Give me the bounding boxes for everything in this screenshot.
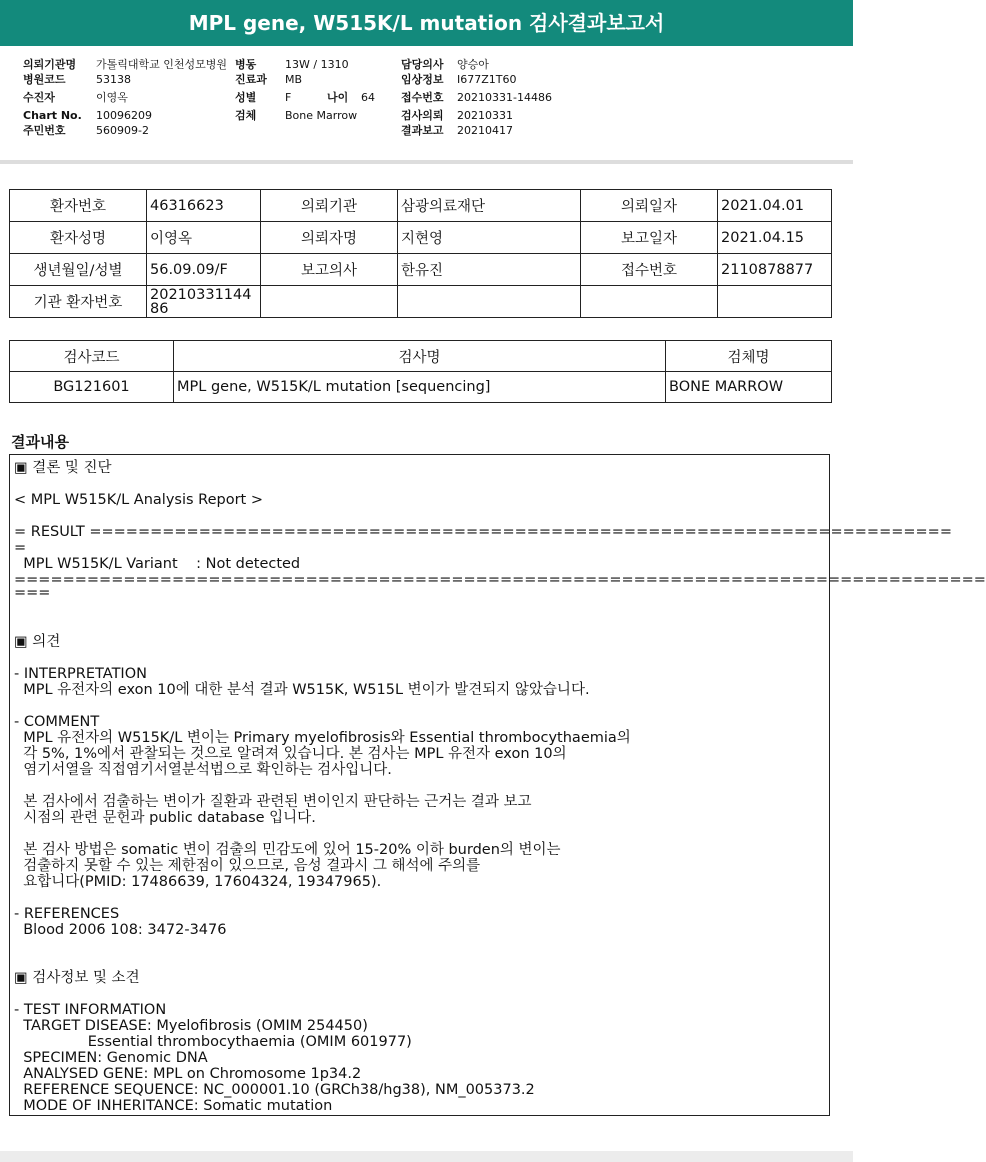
test-code: BG121601 <box>10 372 174 403</box>
header-label: 병동 <box>235 58 257 71</box>
result-line: === <box>14 585 51 601</box>
patient-label: 환자성명 <box>10 222 147 254</box>
header-label: 성별 <box>235 91 257 104</box>
table-row <box>10 341 832 372</box>
result-line: 본 검사 방법은 somatic 변이 검출의 민감도에 있어 15-20% 이하 burden의 변이는 <box>14 842 561 858</box>
header-value: 양승아 <box>457 58 489 71</box>
result-line: ================================================================================ <box>14 572 986 588</box>
result-line: MODE OF INHERITANCE: Somatic mutation <box>14 1098 333 1114</box>
table-row <box>10 372 832 403</box>
result-line: 염기서열을 직접염기서열분석법으로 확인하는 검사입니다. <box>14 762 392 778</box>
header-label: 수진자 <box>23 91 55 104</box>
header-label: 접수번호 <box>401 91 444 104</box>
result-line: - TEST INFORMATION <box>14 1002 167 1018</box>
table-row <box>10 222 832 254</box>
header-value: 53138 <box>96 73 131 86</box>
result-line: - INTERPRETATION <box>14 666 147 682</box>
patient-label: 의뢰일자 <box>581 190 718 222</box>
test-header: 검체명 <box>666 341 832 372</box>
header-label: 진료과 <box>235 73 267 86</box>
header-value: Bone Marrow <box>285 109 358 122</box>
result-line: ▣ 검사정보 및 소견 <box>14 970 140 986</box>
header-value: MB <box>285 73 303 86</box>
patient-value: 2021.04.01 <box>718 190 832 222</box>
header-label: 결과보고 <box>401 124 444 137</box>
result-line: MPL 유전자의 W515K/L 변이는 Primary myelofibrosis와 Essential thrombocythaemia의 <box>14 730 631 746</box>
patient-label: 접수번호 <box>581 254 718 286</box>
test-header: 검사명 <box>174 341 666 372</box>
patient-value: 46316623 <box>147 190 261 222</box>
table-row <box>10 254 832 286</box>
patient-label: 생년월일/성별 <box>10 254 147 286</box>
test-name: MPL gene, W515K/L mutation [sequencing] <box>174 372 666 403</box>
header-value: 20210331-14486 <box>457 91 552 104</box>
patient-label: 기관 환자번호 <box>10 286 147 318</box>
inst-no-line: 20210331144 <box>150 286 252 303</box>
patient-value: 이영옥 <box>147 222 261 254</box>
result-line: REFERENCE SEQUENCE: NC_000001.10 (GRCh38/hg38), NM_005373.2 <box>14 1082 535 1098</box>
patient-label: 의뢰자명 <box>261 222 398 254</box>
empty-cell <box>581 286 718 318</box>
header-value: 560909-2 <box>96 124 149 137</box>
table-row <box>10 190 832 222</box>
result-line: SPECIMEN: Genomic DNA <box>14 1050 208 1066</box>
empty-cell <box>718 286 832 318</box>
test-info-table <box>9 340 832 403</box>
result-line: 요합니다(PMID: 17486639, 17604324, 19347965). <box>14 874 382 890</box>
patient-label: 보고일자 <box>581 222 718 254</box>
patient-value: 한유진 <box>398 254 581 286</box>
patient-value: 2021.04.15 <box>718 222 832 254</box>
result-line: TARGET DISEASE: Myelofibrosis (OMIM 254450) <box>14 1018 368 1034</box>
header-col2 <box>235 57 375 123</box>
result-line: MPL 유전자의 exon 10에 대한 분석 결과 W515K, W515L 변이가 발견되지 않았습니다. <box>14 682 590 698</box>
header-divider <box>0 160 853 164</box>
header-value: F <box>285 91 292 104</box>
result-line: - COMMENT <box>14 714 100 730</box>
result-line: < MPL W515K/L Analysis Report > <box>14 492 263 508</box>
result-line: ANALYSED GENE: MPL on Chromosome 1p34.2 <box>14 1066 362 1082</box>
header-value: 이영옥 <box>96 91 128 104</box>
header-label: 주민번호 <box>23 124 66 137</box>
result-line: 각 5%, 1%에서 관찰되는 것으로 알려져 있습니다. 본 검사는 MPL 유전자 exon 10의 <box>14 746 567 762</box>
result-line: ▣ 결론 및 진단 <box>14 460 112 476</box>
patient-value: 삼광의료재단 <box>398 190 581 222</box>
header-col3 <box>401 57 552 138</box>
header-value: 가톨릭대학교 인천성모병원 <box>96 58 228 71</box>
empty-cell <box>398 286 581 318</box>
header-label: 검체 <box>235 109 257 122</box>
header-label: 검사의뢰 <box>401 109 444 122</box>
result-section-title: 결과내용 <box>11 433 69 451</box>
result-content-box <box>9 454 986 1116</box>
header-col1 <box>23 57 227 138</box>
patient-value: 56.09.09/F <box>147 254 261 286</box>
patient-value: 2110878877 <box>718 254 832 286</box>
header-value: 20210417 <box>457 124 513 137</box>
result-line: 본 검사에서 검출하는 변이가 질환과 관련된 변이인지 판단하는 근거는 결과 보고 <box>14 794 532 810</box>
result-line: Essential thrombocythaemia (OMIM 601977) <box>14 1034 412 1050</box>
result-line: = <box>14 540 27 556</box>
patient-info-table <box>9 189 832 318</box>
header-label: Chart No. <box>23 109 82 122</box>
result-line: ▣ 의견 <box>14 634 61 650</box>
patient-label: 보고의사 <box>261 254 398 286</box>
inst-no-line: 86 <box>150 300 169 317</box>
empty-cell <box>261 286 398 318</box>
report-title: MPL gene, W515K/L mutation 검사결과보고서 <box>0 0 853 46</box>
result-line: 검출하지 못할 수 있는 제한점이 있으므로, 음성 결과시 그 해석에 주의를 <box>14 858 481 874</box>
result-line: = RESULT ======================================================================= <box>14 524 952 540</box>
header-label: 나이 <box>327 91 349 104</box>
patient-value <box>147 286 261 318</box>
footer-bar <box>0 1151 853 1162</box>
header-value: 64 <box>361 91 375 104</box>
result-line: MPL W515K/L Variant : Not detected <box>14 556 301 572</box>
test-header: 검사코드 <box>10 341 174 372</box>
header-value: I677Z1T60 <box>457 73 517 86</box>
result-line: Blood 2006 108: 3472-3476 <box>14 922 227 938</box>
patient-label: 환자번호 <box>10 190 147 222</box>
patient-label: 의뢰기관 <box>261 190 398 222</box>
patient-value: 지현영 <box>398 222 581 254</box>
header-label: 병원코드 <box>23 73 66 86</box>
result-line: 시점의 관련 문헌과 public database 입니다. <box>14 810 316 826</box>
header-value: 13W / 1310 <box>285 58 349 71</box>
result-line: - REFERENCES <box>14 906 120 922</box>
header-label: 임상정보 <box>401 73 444 86</box>
header-label: 의뢰기관명 <box>23 58 77 71</box>
table-row <box>10 286 832 318</box>
header-label: 담당의사 <box>401 58 444 71</box>
header-value: 10096209 <box>96 109 152 122</box>
header-value: 20210331 <box>457 109 513 122</box>
specimen-name: BONE MARROW <box>666 372 832 403</box>
